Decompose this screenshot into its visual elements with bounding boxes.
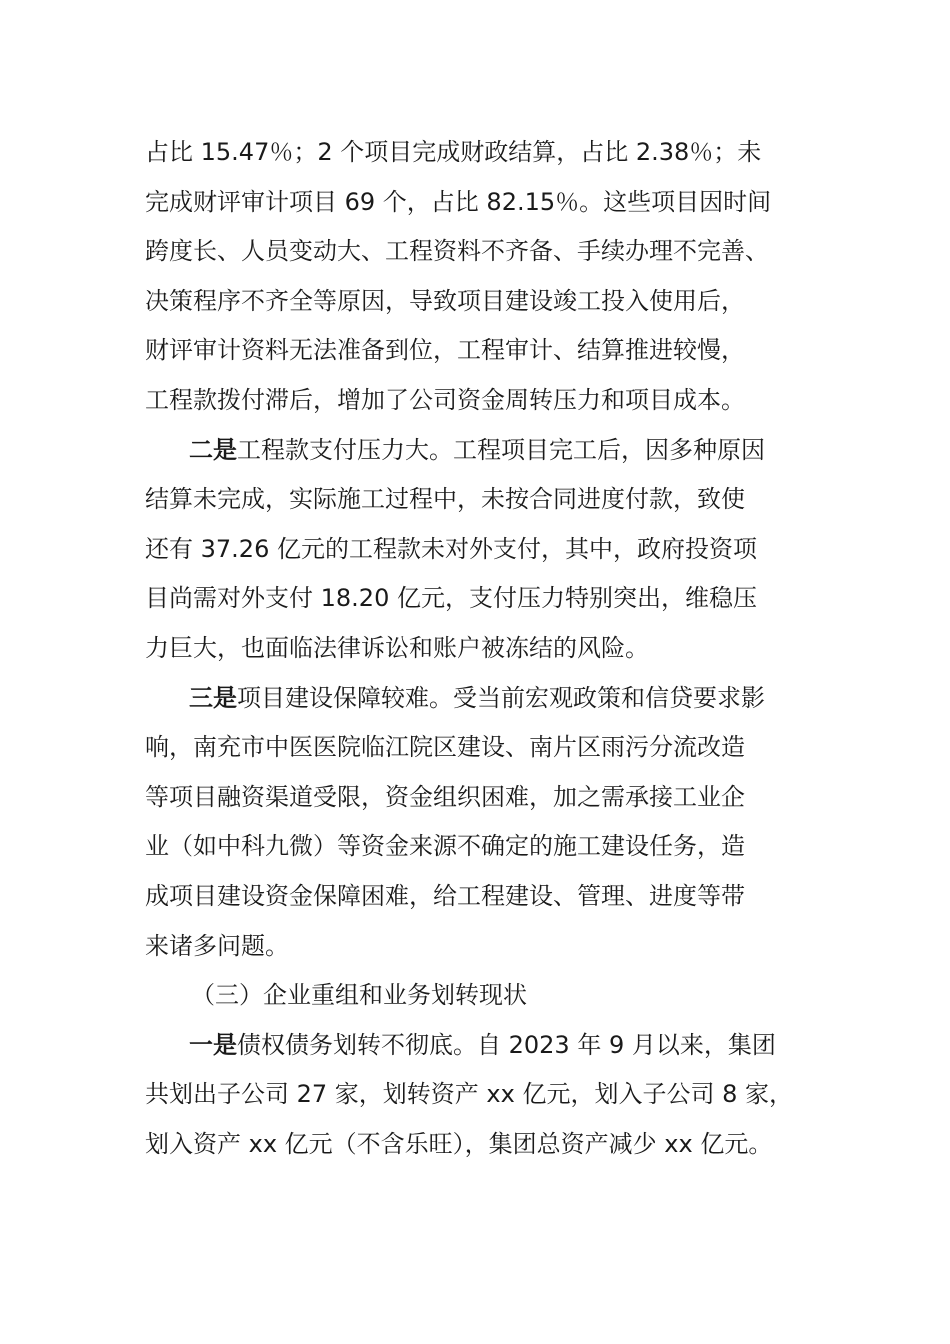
paragraph-first-line — [145, 674, 815, 724]
text-line: 响，南充市中医医院临江院区建设、南片区雨污分流改造 — [145, 733, 745, 762]
paragraph-first-line — [145, 1021, 815, 1071]
paragraph-lead: 二是 — [189, 435, 237, 464]
text-line: 决策程序不齐全等原因，导致项目建设竣工投入使用后， — [145, 286, 745, 315]
paragraph-lead: 一是 — [189, 1030, 237, 1059]
text-line: 财评审计资料无法准备到位，工程审计、结算推进较慢， — [145, 336, 745, 365]
text-line: 成项目建设资金保障困难，给工程建设、管理、进度等带 — [145, 881, 745, 910]
text-line: 业（如中科九微）等资金来源不确定的施工建设任务，造 — [145, 832, 745, 861]
text-line: 共划出子公司 27 家，划转资产 xx 亿元，划入子公司 8 家， — [145, 1080, 793, 1109]
document-body — [145, 128, 815, 1169]
text-line: 完成财评审计项目 69 个，占比 82.15％。这些项目因时间 — [145, 187, 772, 216]
paragraph-text: 项目建设保障较难。受当前宏观政策和信贷要求影 — [237, 683, 765, 712]
text-line: 目尚需对外支付 18.20 亿元，支付压力特别突出，维稳压 — [145, 584, 757, 613]
paragraph-first-line — [145, 426, 815, 476]
paragraph-text: 工程款支付压力大。工程项目完工后，因多种原因 — [237, 435, 765, 464]
text-line: 工程款拨付滞后，增加了公司资金周转压力和项目成本。 — [145, 385, 745, 414]
text-line: 力巨大，也面临法律诉讼和账户被冻结的风险。 — [145, 633, 649, 662]
text-line: 结算未完成，实际施工过程中，未按合同进度付款，致使 — [145, 485, 745, 514]
text-line: 占比 15.47％；2 个项目完成财政结算，占比 2.38％；未 — [145, 138, 762, 166]
text-line: 还有 37.26 亿元的工程款未对外支付，其中，政府投资项 — [145, 534, 757, 563]
text-line: 来诸多问题。 — [145, 931, 289, 960]
section-subheading: （三）企业重组和业务划转现状 — [191, 981, 527, 1010]
paragraph-lead: 三是 — [189, 683, 237, 712]
paragraph-text: 债权债务划转不彻底。自 2023 年 9 月以来，集团 — [237, 1030, 776, 1059]
text-line: 跨度长、人员变动大、工程资料不齐备、手续办理不完善、 — [145, 237, 769, 266]
text-line: 划入资产 xx 亿元（不含乐旺），集团总资产减少 xx 亿元。 — [145, 1129, 773, 1158]
text-line: 等项目融资渠道受限，资金组织困难，加之需承接工业企 — [145, 782, 745, 811]
